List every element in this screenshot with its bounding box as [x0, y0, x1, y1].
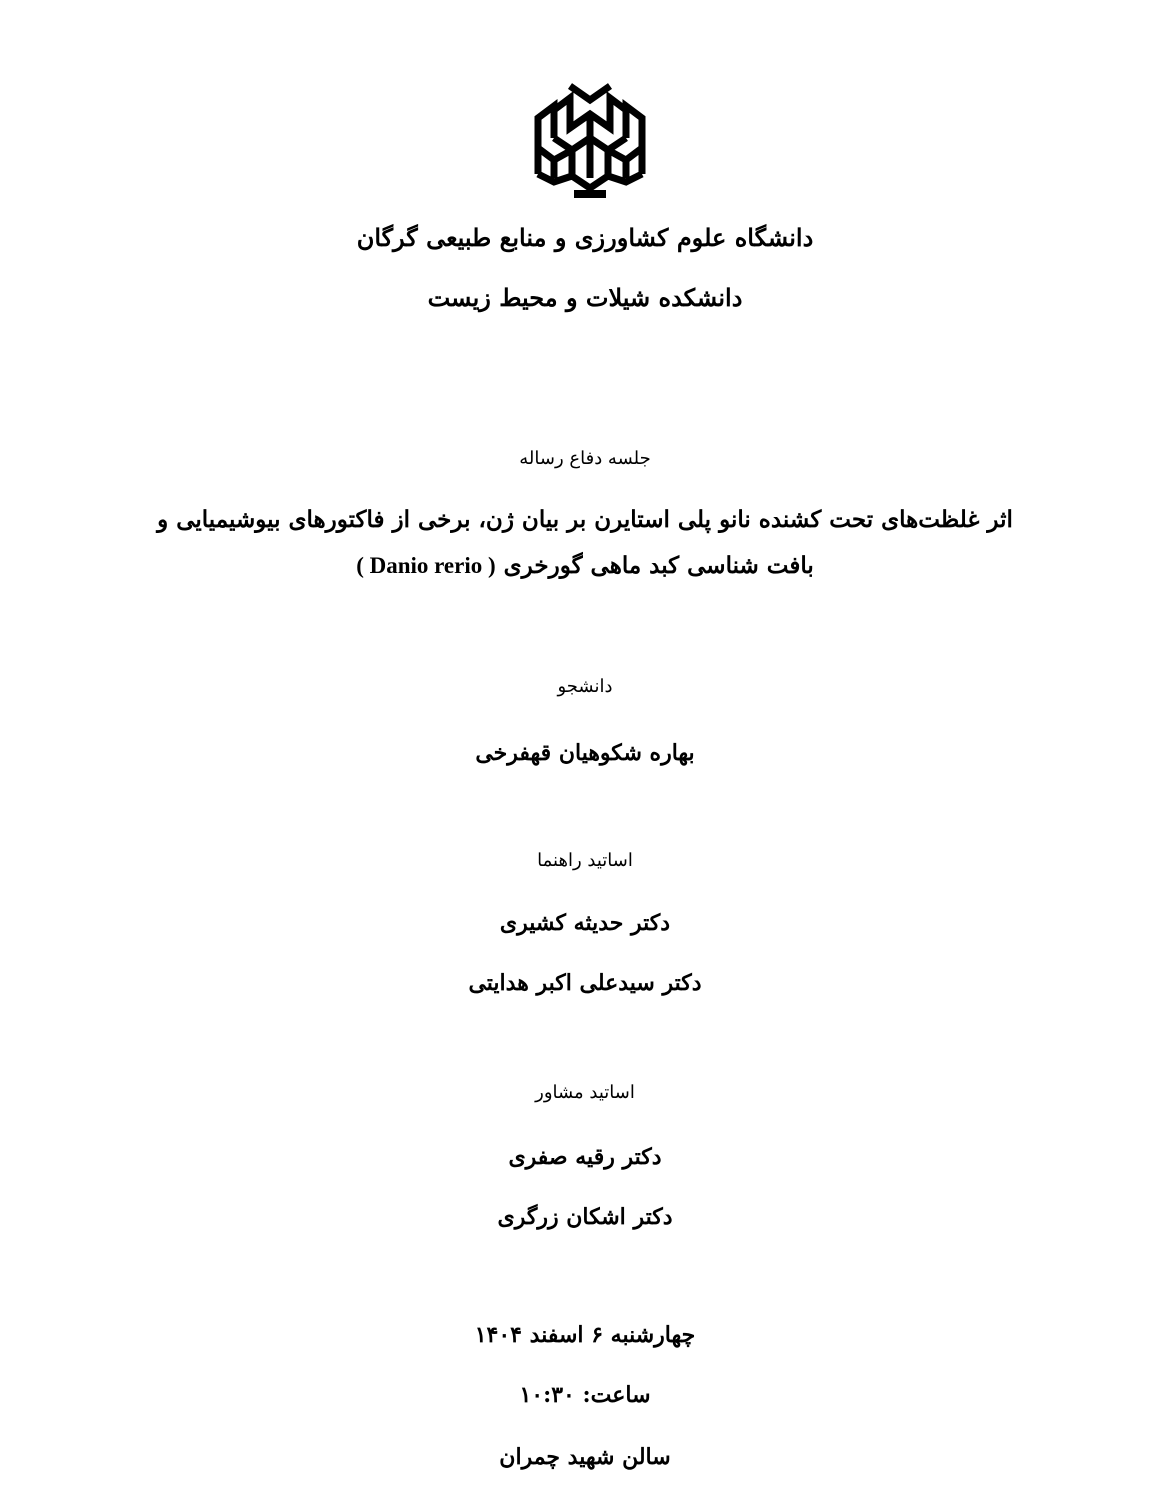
defense-time: ساعت: ۱۰:۳۰ [519, 1382, 651, 1408]
university-logo [532, 78, 648, 200]
faculty-name: دانشکده شیلات و محیط زیست [427, 283, 743, 312]
student-name: بهاره شکوهیان قهفرخی [475, 740, 695, 766]
advisors-label: اساتید مشاور [535, 1082, 635, 1103]
supervisor-name: دکتر سیدعلی اکبر هدایتی [468, 970, 702, 996]
thesis-title-line2 [0, 552, 1170, 580]
student-label: دانشجو [557, 676, 613, 697]
advisor-name: دکتر اشکان زرگری [497, 1204, 673, 1230]
session-label: جلسه دفاع رساله [519, 448, 651, 469]
supervisors-label: اساتید راهنما [537, 850, 633, 871]
defense-venue: سالن شهید چمران [499, 1444, 671, 1470]
species-latin-name: ( Danio rerio ) [356, 553, 496, 578]
supervisor-name: دکتر حدیثه کشیری [499, 910, 671, 936]
university-name: دانشگاه علوم کشاورزی و منابع طبیعی گرگان [356, 223, 814, 252]
advisor-name: دکتر رقیه صفری [508, 1144, 662, 1170]
thesis-title-line2-text: بافت شناسی کبد ماهی گورخری [503, 552, 814, 579]
defense-date: چهارشنبه ۶ اسفند ۱۴۰۴ [474, 1322, 696, 1348]
thesis-title-line1: اثر غلظت‌های تحت کشنده نانو پلی استایرن بر بیان ژن، برخی از فاکتورهای بیوشیمیایی و [157, 506, 1013, 533]
